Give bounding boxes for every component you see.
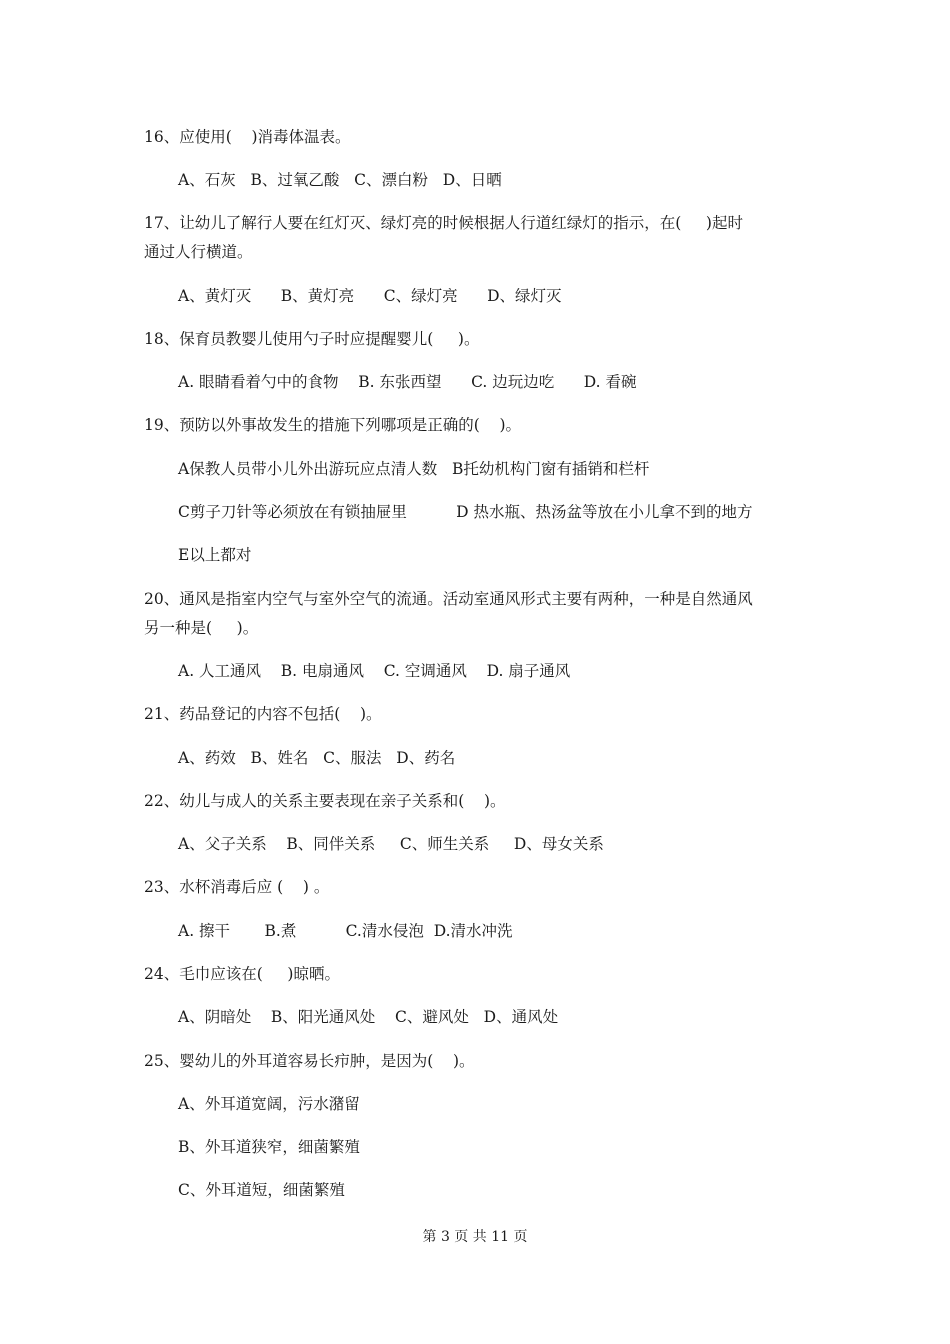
question-20-stem-cont: 另一种是( )。 bbox=[144, 619, 259, 637]
question-25-option-c: C、外耳道短，细菌繁殖 bbox=[178, 1181, 345, 1199]
question-21-options: A、药效 B、姓名 C、服法 D、药名 bbox=[178, 749, 456, 767]
question-22-stem: 22、幼儿与成人的关系主要表现在亲子关系和( )。 bbox=[144, 792, 506, 810]
question-20-stem: 20、通风是指室内空气与室外空气的流通。活动室通风形式主要有两种，一种是自然通风 bbox=[144, 590, 753, 608]
question-21-stem: 21、药品登记的内容不包括( )。 bbox=[144, 705, 382, 723]
question-19-options-cd: C剪子刀针等必须放在有锁抽屉里 D 热水瓶、热汤盆等放在小儿拿不到的地方 bbox=[178, 503, 753, 521]
question-16-options: A、石灰 B、过氧乙酸 C、漂白粉 D、日晒 bbox=[178, 171, 502, 189]
question-23-options: A. 擦干 B.煮 C.清水侵泡 D.清水冲洗 bbox=[178, 922, 513, 940]
question-25-stem: 25、婴幼儿的外耳道容易长疖肿，是因为( )。 bbox=[144, 1052, 475, 1070]
page-number: 第 3 页 共 11 页 bbox=[422, 1229, 528, 1245]
question-25-option-b: B、外耳道狭窄，细菌繁殖 bbox=[178, 1138, 360, 1156]
question-22-options: A、父子关系 B、同伴关系 C、师生关系 D、母女关系 bbox=[178, 835, 604, 853]
question-17-options: A、黄灯灭 B、黄灯亮 C、绿灯亮 D、绿灯灭 bbox=[178, 287, 562, 305]
question-23-stem: 23、水杯消毒后应 ( ) 。 bbox=[144, 878, 330, 896]
question-19-stem: 19、预防以外事故发生的措施下列哪项是正确的( )。 bbox=[144, 416, 522, 434]
question-24-options: A、阴暗处 B、阳光通风处 C、避风处 D、通风处 bbox=[178, 1008, 559, 1026]
question-18-stem: 18、保育员教婴儿使用勺子时应提醒婴儿( )。 bbox=[144, 330, 480, 348]
question-19-options-ab: A保教人员带小儿外出游玩应点清人数 B托幼机构门窗有插销和栏杆 bbox=[178, 460, 650, 478]
question-25-option-a: A、外耳道宽阔，污水潴留 bbox=[178, 1095, 360, 1113]
question-16-stem: 16、应使用( )消毒体温表。 bbox=[144, 128, 351, 146]
question-20-options: A. 人工通风 B. 电扇通风 C. 空调通风 D. 扇子通风 bbox=[178, 662, 571, 680]
question-19-options-e: E以上都对 bbox=[178, 546, 252, 564]
question-24-stem: 24、毛巾应该在( )晾晒。 bbox=[144, 965, 340, 983]
question-18-options: A. 眼睛看着勺中的食物 B. 东张西望 C. 边玩边吃 D. 看碗 bbox=[178, 373, 637, 391]
question-17-stem: 17、让幼儿了解行人要在红灯灭、绿灯亮的时候根据人行道红绿灯的指示，在( )起时 bbox=[144, 214, 743, 232]
question-17-stem-cont: 通过人行横道。 bbox=[144, 243, 253, 261]
